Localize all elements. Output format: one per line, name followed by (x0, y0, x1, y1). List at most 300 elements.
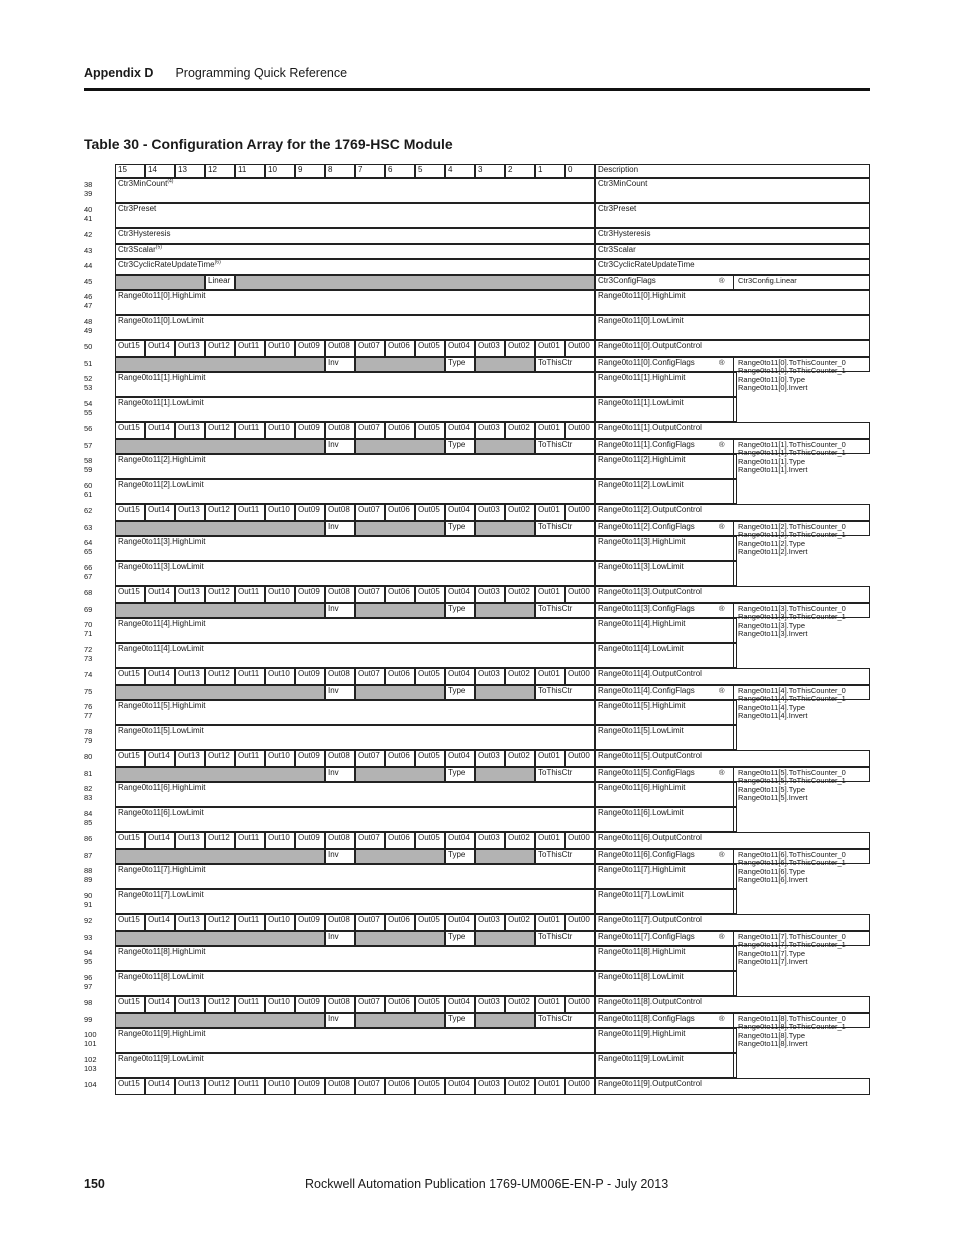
register-description: Range0to11[2].ConfigFlags (595, 521, 870, 537)
output-bit: Out01 (535, 668, 565, 685)
output-bit: Out03 (475, 1078, 505, 1095)
output-bit: Out03 (475, 422, 505, 439)
output-bit: Out02 (505, 832, 535, 849)
to-this-counter-flag: ToThisCtr (535, 685, 595, 701)
output-bit: Out02 (505, 668, 535, 685)
output-bit: Out08 (325, 914, 355, 931)
reserved-bits (475, 1013, 535, 1029)
row-number: 84 85 (84, 809, 93, 827)
invert-flag: Inv (325, 439, 355, 455)
output-bit: Out15 (115, 586, 145, 603)
register-description: Ctr3Preset (595, 203, 870, 228)
output-bit: Out13 (175, 340, 205, 357)
bit-header: 4 (445, 164, 475, 178)
output-bit: Out05 (415, 586, 445, 603)
bit-header: 6 (385, 164, 415, 178)
bit-header: 0 (565, 164, 595, 178)
section-subtitle: Programming Quick Reference (175, 66, 348, 80)
output-bit: Out15 (115, 1078, 145, 1095)
output-bit: Out06 (385, 504, 415, 521)
output-bit: Out12 (205, 340, 235, 357)
register-description: Range0to11[3].OutputControl (595, 586, 870, 603)
note-marker: ® (719, 1013, 725, 1023)
row-number: 42 (84, 230, 93, 239)
row-number: 57 (84, 440, 93, 450)
output-bit: Out14 (145, 750, 175, 767)
output-bit: Out10 (265, 422, 295, 439)
output-bit: Out13 (175, 750, 205, 767)
register-description: Range0to11[1].ConfigFlags (595, 439, 870, 455)
output-bit: Out00 (565, 668, 595, 685)
reserved-bits (355, 439, 445, 455)
high-limit-field: Range0to11[6].HighLimit (115, 782, 595, 807)
output-bit: Out14 (145, 504, 175, 521)
register-field: Ctr3Scalar$^{(5)}$ (115, 244, 595, 260)
register-field: Ctr3MinCount$^{(4)}$ (115, 178, 595, 203)
to-this-counter-flag: ToThisCtr (535, 439, 595, 455)
row-number: 93 (84, 932, 93, 942)
output-bit: Out08 (325, 340, 355, 357)
output-bit: Out07 (355, 422, 385, 439)
reserved-bits (475, 603, 535, 619)
row-number: 40 41 (84, 205, 93, 223)
bit-header: 3 (475, 164, 505, 178)
publication-info: Rockwell Automation Publication 1769-UM006E-EN-P - July 2013 (305, 1177, 669, 1191)
output-bit: Out06 (385, 340, 415, 357)
reserved-bits (115, 275, 205, 291)
output-bit: Out07 (355, 504, 385, 521)
high-limit-field: Range0to11[2].HighLimit (115, 454, 595, 479)
row-number: 100 101 (84, 1030, 97, 1048)
output-bit: Out11 (235, 750, 265, 767)
register-description: Range0to11[4].OutputControl (595, 668, 870, 685)
register-description: Range0to11[5].OutputControl (595, 750, 870, 767)
output-bit: Out08 (325, 586, 355, 603)
output-bit: Out06 (385, 832, 415, 849)
output-bit: Out15 (115, 914, 145, 931)
note-divider (733, 275, 734, 291)
output-bit: Out04 (445, 668, 475, 685)
row-number: 58 59 (84, 456, 93, 474)
type-flag: Type (445, 439, 475, 455)
output-bit: Out13 (175, 422, 205, 439)
output-bit: Out14 (145, 586, 175, 603)
register-description: Range0to11[7].LowLimit (595, 889, 737, 914)
low-limit-field: Range0to11[9].LowLimit (115, 1053, 595, 1078)
output-bit: Out12 (205, 586, 235, 603)
reserved-bits (115, 849, 325, 865)
output-bit: Out07 (355, 832, 385, 849)
output-bit: Out01 (535, 340, 565, 357)
output-bit: Out05 (415, 914, 445, 931)
output-bit: Out04 (445, 504, 475, 521)
output-bit: Out05 (415, 1078, 445, 1095)
output-bit: Out00 (565, 586, 595, 603)
high-limit-field: Range0to11[0].HighLimit (115, 290, 595, 315)
output-bit: Out00 (565, 504, 595, 521)
output-bit: Out07 (355, 914, 385, 931)
output-bit: Out14 (145, 996, 175, 1013)
reserved-bits (475, 767, 535, 783)
output-bit: Out15 (115, 340, 145, 357)
note-marker: ® (719, 603, 725, 613)
reserved-bits (115, 767, 325, 783)
row-number: 44 (84, 261, 93, 270)
output-bit: Out02 (505, 1078, 535, 1095)
output-bit: Out01 (535, 750, 565, 767)
output-bit: Out00 (565, 1078, 595, 1095)
reserved-bits (475, 521, 535, 537)
register-description: Range0to11[0].ConfigFlags (595, 357, 870, 373)
row-number: 99 (84, 1014, 93, 1024)
output-bit: Out02 (505, 504, 535, 521)
register-description: Range0to11[0].HighLimit (595, 290, 870, 315)
output-bit: Out06 (385, 914, 415, 931)
type-flag: Type (445, 849, 475, 865)
output-bit: Out07 (355, 1078, 385, 1095)
output-bit: Out12 (205, 750, 235, 767)
output-bit: Out13 (175, 586, 205, 603)
output-bit: Out04 (445, 422, 475, 439)
output-bit: Out05 (415, 504, 445, 521)
low-limit-field: Range0to11[6].LowLimit (115, 807, 595, 832)
row-number: 92 (84, 916, 93, 925)
to-this-counter-flag: ToThisCtr (535, 767, 595, 783)
row-number: 69 (84, 604, 93, 614)
register-description: Ctr3Scalar (595, 244, 870, 260)
register-description: Range0to11[8].HighLimit (595, 946, 737, 971)
output-bit: Out13 (175, 668, 205, 685)
output-bit: Out04 (445, 1078, 475, 1095)
register-description: Range0to11[2].OutputControl (595, 504, 870, 521)
output-bit: Out05 (415, 996, 445, 1013)
type-flag: Type (445, 357, 475, 373)
output-bit: Out14 (145, 832, 175, 849)
output-bit: Out02 (505, 340, 535, 357)
output-bit: Out13 (175, 504, 205, 521)
invert-flag: Inv (325, 849, 355, 865)
output-bit: Out02 (505, 750, 535, 767)
register-description: Ctr3MinCount (595, 178, 870, 203)
note-marker: ® (719, 439, 725, 449)
output-bit: Out12 (205, 1078, 235, 1095)
output-bit: Out04 (445, 340, 475, 357)
output-bit: Out00 (565, 422, 595, 439)
register-description: Range0to11[3].HighLimit (595, 536, 737, 561)
row-number: 102 103 (84, 1055, 97, 1073)
low-limit-field: Range0to11[1].LowLimit (115, 397, 595, 422)
output-bit: Out03 (475, 832, 505, 849)
note-marker: ® (719, 357, 725, 367)
type-flag: Type (445, 685, 475, 701)
reserved-bits (475, 931, 535, 947)
output-bit: Out00 (565, 914, 595, 931)
reserved-bits (355, 357, 445, 373)
row-number: 90 91 (84, 891, 93, 909)
row-number: 94 95 (84, 948, 93, 966)
output-bit: Out07 (355, 996, 385, 1013)
reserved-bits (115, 439, 325, 455)
output-bit: Out11 (235, 832, 265, 849)
linear-flag: Linear (205, 275, 235, 291)
register-description: Range0to11[9].LowLimit (595, 1053, 737, 1078)
output-bit: Out08 (325, 1078, 355, 1095)
invert-flag: Inv (325, 767, 355, 783)
register-description: Range0to11[3].LowLimit (595, 561, 737, 586)
invert-flag: Inv (325, 931, 355, 947)
output-bit: Out09 (295, 750, 325, 767)
invert-flag: Inv (325, 1013, 355, 1029)
output-bit: Out01 (535, 914, 565, 931)
register-description: Range0to11[6].HighLimit (595, 782, 737, 807)
high-limit-field: Range0to11[8].HighLimit (115, 946, 595, 971)
to-this-counter-flag: ToThisCtr (535, 931, 595, 947)
output-bit: Out09 (295, 504, 325, 521)
row-number: 76 77 (84, 702, 93, 720)
reserved-bits (355, 521, 445, 537)
output-bit: Out15 (115, 668, 145, 685)
type-flag: Type (445, 931, 475, 947)
page-number: 150 (84, 1177, 105, 1191)
output-bit: Out00 (565, 996, 595, 1013)
type-flag: Type (445, 603, 475, 619)
output-bit: Out14 (145, 1078, 175, 1095)
output-bit: Out01 (535, 586, 565, 603)
output-bit: Out12 (205, 422, 235, 439)
output-bit: Out04 (445, 996, 475, 1013)
output-bit: Out06 (385, 996, 415, 1013)
output-bit: Out03 (475, 504, 505, 521)
output-bit: Out11 (235, 1078, 265, 1095)
flag-note: Range0to11[3].ToThisCounter_0 Range0to11[3].ToThisCounter_1 Range0to11[3].Type Range0to11[3].Invert (738, 603, 846, 638)
row-number: 50 (84, 342, 93, 351)
output-bit: Out10 (265, 586, 295, 603)
output-bit: Out04 (445, 914, 475, 931)
row-number: 72 73 (84, 645, 93, 663)
row-number: 81 (84, 768, 93, 778)
output-bit: Out10 (265, 668, 295, 685)
reserved-bits (355, 849, 445, 865)
register-field: Ctr3Preset (115, 203, 595, 228)
register-description: Range0to11[8].OutputControl (595, 996, 870, 1013)
output-bit: Out02 (505, 996, 535, 1013)
output-bit: Out13 (175, 832, 205, 849)
low-limit-field: Range0to11[7].LowLimit (115, 889, 595, 914)
output-bit: Out13 (175, 996, 205, 1013)
output-bit: Out13 (175, 914, 205, 931)
output-bit: Out09 (295, 914, 325, 931)
output-bit: Out05 (415, 668, 445, 685)
output-bit: Out11 (235, 914, 265, 931)
register-description: Range0to11[2].LowLimit (595, 479, 737, 504)
register-description: Range0to11[6].OutputControl (595, 832, 870, 849)
reserved-bits (355, 767, 445, 783)
bit-header: 14 (145, 164, 175, 178)
output-bit: Out08 (325, 504, 355, 521)
output-bit: Out08 (325, 996, 355, 1013)
output-bit: Out09 (295, 1078, 325, 1095)
high-limit-field: Range0to11[1].HighLimit (115, 372, 595, 397)
register-description: Range0to11[7].OutputControl (595, 914, 870, 931)
note-marker: ® (719, 521, 725, 531)
row-number: 45 (84, 276, 93, 286)
reserved-bits (115, 931, 325, 947)
output-bit: Out08 (325, 750, 355, 767)
reserved-bits (475, 357, 535, 373)
register-field: Ctr3CyclicRateUpdateTime$^{(6)}$ (115, 259, 595, 275)
bit-header: 8 (325, 164, 355, 178)
reserved-bits (115, 521, 325, 537)
register-description: Range0to11[7].ConfigFlags (595, 931, 870, 947)
row-number: 46 47 (84, 292, 93, 310)
row-number: 75 (84, 686, 93, 696)
output-bit: Out00 (565, 750, 595, 767)
register-description: Range0to11[0].OutputControl (595, 340, 870, 357)
row-number: 88 89 (84, 866, 93, 884)
flag-note: Range0to11[4].ToThisCounter_0 Range0to11[4].ToThisCounter_1 Range0to11[4].Type Range0to11[4].Invert (738, 685, 846, 720)
register-field: Ctr3Hysteresis (115, 228, 595, 244)
bit-header: 15 (115, 164, 145, 178)
output-bit: Out06 (385, 422, 415, 439)
type-flag: Type (445, 1013, 475, 1029)
reserved-bits (355, 603, 445, 619)
output-bit: Out07 (355, 586, 385, 603)
flag-note: Range0to11[7].ToThisCounter_0 Range0to11[7].ToThisCounter_1 Range0to11[7].Type Range0to11[7].Invert (738, 931, 846, 966)
output-bit: Out00 (565, 832, 595, 849)
row-number: 78 79 (84, 727, 93, 745)
output-bit: Out05 (415, 750, 445, 767)
register-description: Range0to11[5].HighLimit (595, 700, 737, 725)
reserved-bits (355, 931, 445, 947)
output-bit: Out09 (295, 832, 325, 849)
register-description: Range0to11[2].HighLimit (595, 454, 737, 479)
output-bit: Out05 (415, 422, 445, 439)
table-title: Table 30 - Configuration Array for the 1769-HSC Module (84, 136, 453, 152)
row-number: 62 (84, 506, 93, 515)
output-bit: Out08 (325, 668, 355, 685)
low-limit-field: Range0to11[2].LowLimit (115, 479, 595, 504)
row-number: 64 65 (84, 538, 93, 556)
register-description: Range0to11[1].HighLimit (595, 372, 737, 397)
note-marker: ® (719, 931, 725, 941)
register-description: Range0to11[8].LowLimit (595, 971, 737, 996)
output-bit: Out03 (475, 668, 505, 685)
output-bit: Out01 (535, 1078, 565, 1095)
invert-flag: Inv (325, 521, 355, 537)
output-bit: Out15 (115, 832, 145, 849)
output-bit: Out14 (145, 340, 175, 357)
low-limit-field: Range0to11[0].LowLimit (115, 315, 595, 340)
reserved-bits (475, 439, 535, 455)
output-bit: Out12 (205, 504, 235, 521)
row-number: 48 49 (84, 317, 93, 335)
row-number: 51 (84, 358, 93, 368)
register-description: Range0to11[9].OutputControl (595, 1078, 870, 1095)
output-bit: Out10 (265, 1078, 295, 1095)
register-description: Range0to11[1].LowLimit (595, 397, 737, 422)
bit-header: 13 (175, 164, 205, 178)
register-description: Range0to11[4].HighLimit (595, 618, 737, 643)
output-bit: Out15 (115, 996, 145, 1013)
row-number: 96 97 (84, 973, 93, 991)
output-bit: Out10 (265, 914, 295, 931)
flag-note: Range0to11[2].ToThisCounter_0 Range0to11[2].ToThisCounter_1 Range0to11[2].Type Range0to11[2].Invert (738, 521, 846, 556)
register-description: Range0to11[4].LowLimit (595, 643, 737, 668)
output-bit: Out05 (415, 832, 445, 849)
bit-header: 1 (535, 164, 565, 178)
output-bit: Out02 (505, 422, 535, 439)
output-bit: Out14 (145, 914, 175, 931)
output-bit: Out02 (505, 914, 535, 931)
output-bit: Out06 (385, 750, 415, 767)
output-bit: Out12 (205, 914, 235, 931)
output-bit: Out03 (475, 340, 505, 357)
output-bit: Out15 (115, 422, 145, 439)
output-bit: Out02 (505, 586, 535, 603)
row-number: 43 (84, 245, 93, 255)
row-number: 63 (84, 522, 93, 532)
bit-header: 11 (235, 164, 265, 178)
reserved-bits (355, 685, 445, 701)
note-marker: ® (719, 275, 725, 285)
register-description: Range0to11[1].OutputControl (595, 422, 870, 439)
output-bit: Out11 (235, 586, 265, 603)
high-limit-field: Range0to11[3].HighLimit (115, 536, 595, 561)
output-bit: Out07 (355, 340, 385, 357)
row-number: 68 (84, 588, 93, 597)
output-bit: Out03 (475, 996, 505, 1013)
output-bit: Out03 (475, 586, 505, 603)
reserved-bits (115, 603, 325, 619)
bit-header: 9 (295, 164, 325, 178)
output-bit: Out12 (205, 832, 235, 849)
note-marker: ® (719, 685, 725, 695)
output-bit: Out13 (175, 1078, 205, 1095)
low-limit-field: Range0to11[4].LowLimit (115, 643, 595, 668)
register-description: Range0to11[9].HighLimit (595, 1028, 737, 1053)
output-bit: Out00 (565, 340, 595, 357)
output-bit: Out11 (235, 668, 265, 685)
row-number: 52 53 (84, 374, 93, 392)
high-limit-field: Range0to11[5].HighLimit (115, 700, 595, 725)
flag-note: Ctr3Config.Linear (738, 275, 797, 285)
high-limit-field: Range0to11[7].HighLimit (115, 864, 595, 889)
high-limit-field: Range0to11[9].HighLimit (115, 1028, 595, 1053)
output-bit: Out14 (145, 668, 175, 685)
register-description: Range0to11[7].HighLimit (595, 864, 737, 889)
row-number: 87 (84, 850, 93, 860)
row-number: 38 39 (84, 180, 93, 198)
output-bit: Out03 (475, 914, 505, 931)
high-limit-field: Range0to11[4].HighLimit (115, 618, 595, 643)
type-flag: Type (445, 521, 475, 537)
to-this-counter-flag: ToThisCtr (535, 521, 595, 537)
reserved-bits (115, 685, 325, 701)
row-number: 86 (84, 834, 93, 843)
output-bit: Out09 (295, 668, 325, 685)
output-bit: Out03 (475, 750, 505, 767)
bit-header: 5 (415, 164, 445, 178)
reserved-bits (115, 1013, 325, 1029)
register-description: Range0to11[5].LowLimit (595, 725, 737, 750)
bit-header: 2 (505, 164, 535, 178)
flag-note: Range0to11[8].ToThisCounter_0 Range0to11[8].ToThisCounter_1 Range0to11[8].Type Range0to11[8].Invert (738, 1013, 846, 1048)
output-bit: Out11 (235, 422, 265, 439)
output-bit: Out09 (295, 340, 325, 357)
reserved-bits (355, 1013, 445, 1029)
type-flag: Type (445, 767, 475, 783)
to-this-counter-flag: ToThisCtr (535, 1013, 595, 1029)
